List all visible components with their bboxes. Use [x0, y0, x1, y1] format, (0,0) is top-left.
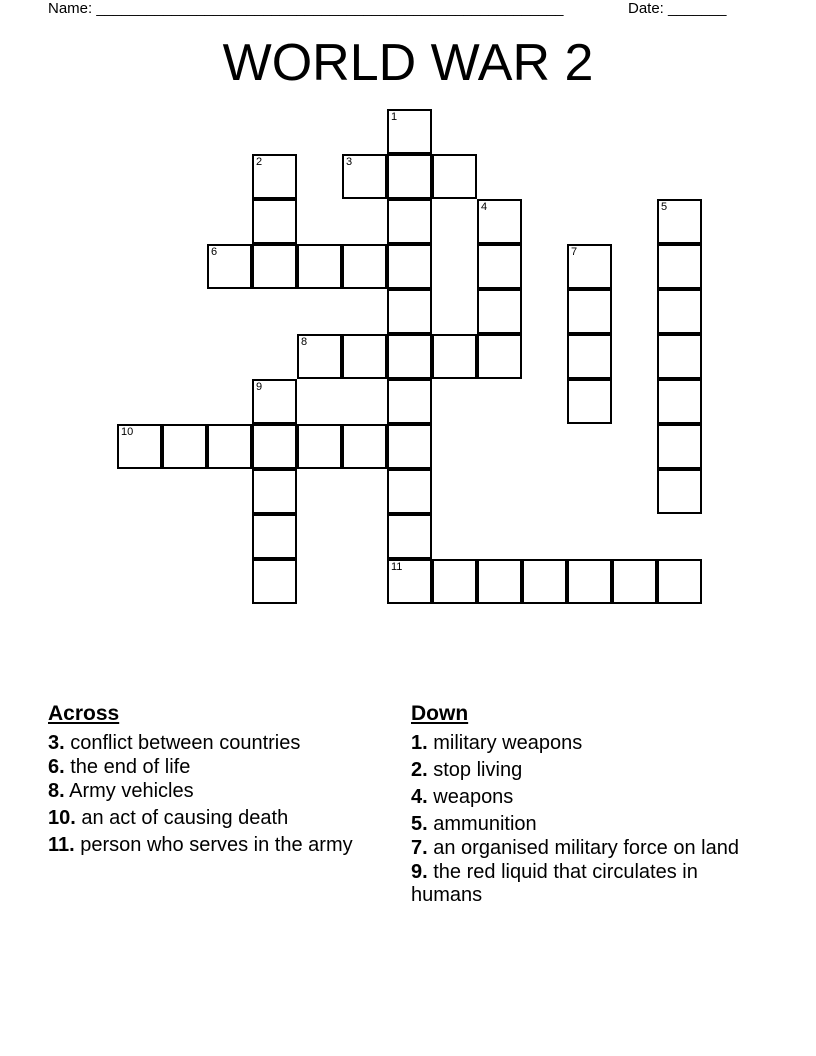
- page-title: WORLD WAR 2: [222, 34, 594, 92]
- clue-across-8: [48, 780, 368, 803]
- grid-cell[interactable]: [342, 334, 387, 379]
- grid-cell[interactable]: [477, 559, 522, 604]
- grid-cell[interactable]: [567, 334, 612, 379]
- grid-cell[interactable]: [567, 244, 612, 289]
- cell-number: 3: [346, 156, 353, 168]
- grid-cell[interactable]: [657, 424, 702, 469]
- clue-across-11: [48, 834, 368, 857]
- grid-cell[interactable]: [252, 199, 297, 244]
- grid-cell[interactable]: [657, 559, 702, 604]
- grid-cell[interactable]: [252, 469, 297, 514]
- date-field-label: Date: _______: [628, 0, 727, 17]
- clue-text: Army vehicles: [69, 780, 194, 802]
- clue-text: the red liquid that circulates in humans: [411, 861, 698, 906]
- grid-cell[interactable]: [252, 424, 297, 469]
- clue-down-1: [411, 732, 751, 755]
- cell-number: 1: [391, 111, 398, 123]
- grid-cell[interactable]: [162, 424, 207, 469]
- across-heading: Across: [48, 702, 120, 725]
- grid-cell[interactable]: [657, 469, 702, 514]
- clue-across-3: [48, 732, 368, 755]
- clue-number: 3.: [48, 732, 65, 754]
- grid-cell[interactable]: [657, 379, 702, 424]
- grid-cell[interactable]: [432, 334, 477, 379]
- grid-cell[interactable]: [297, 334, 342, 379]
- grid-cell[interactable]: [387, 514, 432, 559]
- grid-cell[interactable]: [342, 424, 387, 469]
- grid-cell[interactable]: [117, 424, 162, 469]
- across-clues: [48, 700, 368, 858]
- grid-cell[interactable]: [207, 424, 252, 469]
- grid-cell[interactable]: [477, 334, 522, 379]
- grid-cell[interactable]: [252, 559, 297, 604]
- cell-number: 4: [481, 201, 488, 213]
- grid-cell[interactable]: [387, 379, 432, 424]
- clue-down-7: [411, 837, 751, 860]
- down-clues: [411, 700, 751, 908]
- grid-cell[interactable]: [657, 244, 702, 289]
- clue-number: 5.: [411, 813, 428, 835]
- grid-cell[interactable]: [252, 154, 297, 199]
- clue-number: 7.: [411, 837, 428, 859]
- grid-cell[interactable]: [387, 469, 432, 514]
- clue-number: 6.: [48, 756, 65, 778]
- grid-cell[interactable]: [432, 559, 477, 604]
- clue-text: weapons: [433, 786, 514, 808]
- grid-cell[interactable]: [297, 244, 342, 289]
- clue-number: 11.: [48, 834, 75, 856]
- grid-cell[interactable]: [387, 199, 432, 244]
- grid-cell[interactable]: [567, 559, 612, 604]
- cell-number: 5: [661, 201, 668, 213]
- clue-across-10: [48, 807, 368, 830]
- cell-number: 6: [211, 246, 218, 258]
- cell-number: 7: [571, 246, 578, 258]
- clue-number: 9.: [411, 861, 428, 883]
- grid-cell[interactable]: [297, 424, 342, 469]
- cell-number: 11: [391, 561, 403, 573]
- clue-text: ammunition: [433, 813, 537, 835]
- clue-number: 2.: [411, 759, 428, 781]
- clue-text: person who serves in the army: [80, 834, 353, 856]
- grid-cell[interactable]: [252, 514, 297, 559]
- grid-cell[interactable]: [657, 289, 702, 334]
- cell-number: 8: [301, 336, 308, 348]
- down-heading: Down: [411, 702, 469, 725]
- grid-cell[interactable]: [567, 289, 612, 334]
- clue-number: 1.: [411, 732, 428, 754]
- cell-number: 9: [256, 381, 263, 393]
- grid-cell[interactable]: [387, 109, 432, 154]
- grid-cell[interactable]: [477, 289, 522, 334]
- grid-cell[interactable]: [567, 379, 612, 424]
- grid-cell[interactable]: [252, 379, 297, 424]
- clue-down-4: [411, 786, 751, 809]
- grid-cell[interactable]: [342, 154, 387, 199]
- name-field-label: Name: ________________________________________________________: [48, 0, 564, 17]
- grid-cell[interactable]: [387, 559, 432, 604]
- clue-text: the end of life: [70, 756, 191, 778]
- grid-cell[interactable]: [522, 559, 567, 604]
- clue-down-5: [411, 813, 751, 836]
- clue-number: 4.: [411, 786, 428, 808]
- grid-cell[interactable]: [342, 244, 387, 289]
- clue-number: 8.: [48, 780, 65, 802]
- grid-cell[interactable]: [477, 199, 522, 244]
- clue-text: an organised military force on land: [433, 837, 739, 859]
- cell-number: 2: [256, 156, 263, 168]
- clue-number: 10.: [48, 807, 76, 829]
- grid-cell[interactable]: [387, 334, 432, 379]
- grid-cell[interactable]: [657, 334, 702, 379]
- clue-down-9: [411, 861, 751, 907]
- clue-down-2: [411, 759, 751, 782]
- grid-cell[interactable]: [432, 154, 477, 199]
- cell-number: 10: [121, 426, 134, 438]
- clue-text: an act of causing death: [81, 807, 289, 829]
- clue-across-6: [48, 756, 368, 779]
- grid-cell[interactable]: [612, 559, 657, 604]
- clue-text: military weapons: [433, 732, 583, 754]
- grid-cell[interactable]: [387, 289, 432, 334]
- grid-cell[interactable]: [207, 244, 252, 289]
- grid-cell[interactable]: [252, 244, 297, 289]
- grid-cell[interactable]: [657, 199, 702, 244]
- grid-cell[interactable]: [387, 154, 432, 199]
- grid-cell[interactable]: [477, 244, 522, 289]
- grid-cell[interactable]: [387, 244, 432, 289]
- clue-text: conflict between countries: [70, 732, 301, 754]
- clue-text: stop living: [433, 759, 523, 781]
- grid-cell[interactable]: [387, 424, 432, 469]
